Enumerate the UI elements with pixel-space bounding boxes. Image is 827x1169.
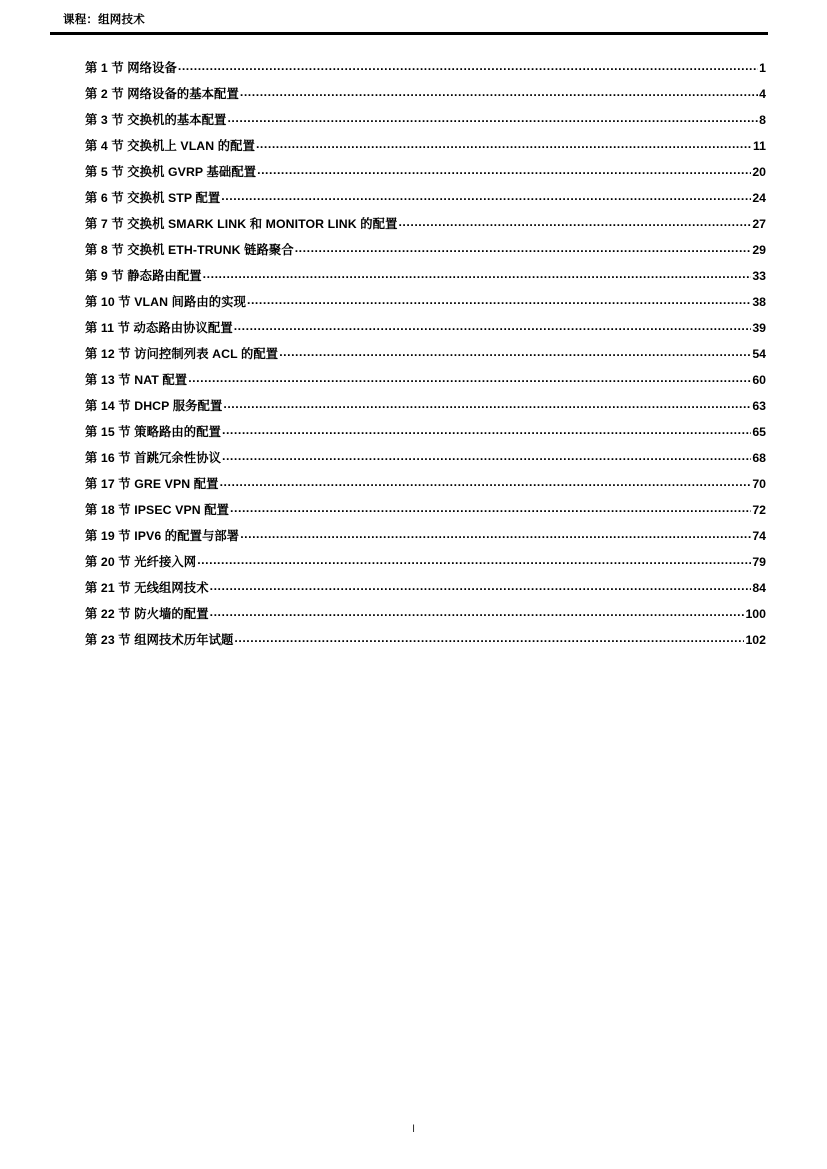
toc-dot-leader [222,449,751,462]
toc-dot-leader [210,605,745,618]
toc-entry-label: 第 7 节 交换机 SMARK LINK 和 MONITOR LINK 的配置 [85,217,398,231]
toc-dot-leader [227,111,758,124]
toc-entry-page-number: 102 [745,633,766,647]
toc-entry-page-number: 65 [752,425,766,439]
toc-entry-page-number: 24 [752,191,766,205]
toc-entry[interactable] [85,292,766,318]
toc-entry[interactable] [85,344,766,370]
toc-dot-leader [257,163,751,176]
toc-entry-label: 第 21 节 无线组网技术 [85,581,209,595]
toc-entry[interactable] [85,136,766,162]
toc-dot-leader [230,501,751,514]
toc-entry[interactable] [85,578,766,604]
toc-entry-page-number: 84 [752,581,766,595]
toc-dot-leader [398,215,751,228]
toc-entry-page-number: 63 [752,399,766,413]
toc-dot-leader [234,631,744,644]
header-divider [50,32,768,35]
toc-dot-leader [234,319,752,332]
toc-entry-page-number: 33 [752,269,766,283]
toc-entry-page-number: 70 [752,477,766,491]
toc-dot-leader [188,371,751,384]
toc-entry-label: 第 1 节 网络设备 [85,61,177,75]
toc-entry[interactable] [85,630,766,656]
toc-entry-label: 第 20 节 光纤接入网 [85,555,197,569]
toc-entry-label: 第 3 节 交换机的基本配置 [85,113,227,127]
toc-entry[interactable] [85,266,766,292]
toc-entry-label: 第 18 节 IPSEC VPN 配置 [85,503,230,517]
toc-dot-leader [240,527,751,540]
toc-entry-label: 第 14 节 DHCP 服务配置 [85,399,223,413]
toc-dot-leader [223,397,751,410]
toc-entry-page-number: 29 [752,243,766,257]
toc-dot-leader [295,241,752,254]
toc-entry-page-number: 79 [752,555,766,569]
toc-entry-label: 第 10 节 VLAN 间路由的实现 [85,295,246,309]
toc-entry-label: 第 2 节 网络设备的基本配置 [85,87,239,101]
toc-entry-page-number: 74 [752,529,766,543]
footer-page-number: I [411,1123,416,1135]
toc-entry[interactable] [85,474,766,500]
table-of-contents [85,58,766,656]
toc-dot-leader [203,267,752,280]
toc-entry-label: 第 9 节 静态路由配置 [85,269,202,283]
toc-entry-page-number: 60 [752,373,766,387]
toc-entry[interactable] [85,240,766,266]
toc-entry-page-number: 100 [745,607,766,621]
toc-entry-page-number: 20 [752,165,766,179]
toc-dot-leader [178,59,758,72]
toc-entry-label: 第 16 节 首跳冗余性协议 [85,451,221,465]
toc-entry[interactable] [85,448,766,474]
toc-dot-leader [247,293,751,306]
toc-entry[interactable] [85,162,766,188]
toc-dot-leader [197,553,751,566]
toc-entry-label: 第 8 节 交换机 ETH-TRUNK 链路聚合 [85,243,294,257]
toc-entry[interactable] [85,396,766,422]
running-header [50,12,768,35]
toc-entry-label: 第 17 节 GRE VPN 配置 [85,477,219,491]
toc-entry-page-number: 72 [752,503,766,517]
toc-entry[interactable] [85,552,766,578]
toc-entry[interactable] [85,604,766,630]
toc-entry[interactable] [85,188,766,214]
toc-entry-page-number: 4 [759,87,766,101]
toc-dot-leader [279,345,751,358]
toc-entry-page-number: 8 [759,113,766,127]
toc-entry[interactable] [85,370,766,396]
toc-dot-leader [221,189,751,202]
toc-entry[interactable] [85,58,766,84]
toc-entry-label: 第 23 节 组网技术历年试题 [85,633,234,647]
toc-entry-page-number: 38 [752,295,766,309]
page-footer [0,1119,827,1137]
toc-entry-label: 第 13 节 NAT 配置 [85,373,188,387]
toc-dot-leader [240,85,758,98]
toc-entry-label: 第 11 节 动态路由协议配置 [85,321,233,335]
toc-entry-label: 第 5 节 交换机 GVRP 基础配置 [85,165,257,179]
toc-entry-page-number: 54 [752,347,766,361]
toc-entry-label: 第 15 节 策略路由的配置 [85,425,221,439]
course-title: 课程：组网技术 [63,14,145,26]
toc-entry[interactable] [85,84,766,110]
toc-entry[interactable] [85,526,766,552]
toc-entry-label: 第 4 节 交换机上 VLAN 的配置 [85,139,255,153]
toc-dot-leader [220,475,752,488]
toc-entry-page-number: 1 [759,61,766,75]
toc-entry-page-number: 27 [752,217,766,231]
toc-entry-page-number: 39 [752,321,766,335]
toc-entry-label: 第 12 节 访问控制列表 ACL 的配置 [85,347,279,361]
toc-entry-label: 第 22 节 防火墙的配置 [85,607,209,621]
toc-entry-page-number: 11 [753,139,766,153]
toc-entry[interactable] [85,110,766,136]
toc-entry-label: 第 19 节 IPV6 的配置与部署 [85,529,240,543]
toc-dot-leader [222,423,751,436]
toc-entry[interactable] [85,318,766,344]
toc-entry-page-number: 68 [752,451,766,465]
toc-entry[interactable] [85,422,766,448]
toc-entry-label: 第 6 节 交换机 STP 配置 [85,191,221,205]
toc-entry[interactable] [85,500,766,526]
toc-dot-leader [210,579,752,592]
toc-dot-leader [256,137,752,150]
toc-entry[interactable] [85,214,766,240]
